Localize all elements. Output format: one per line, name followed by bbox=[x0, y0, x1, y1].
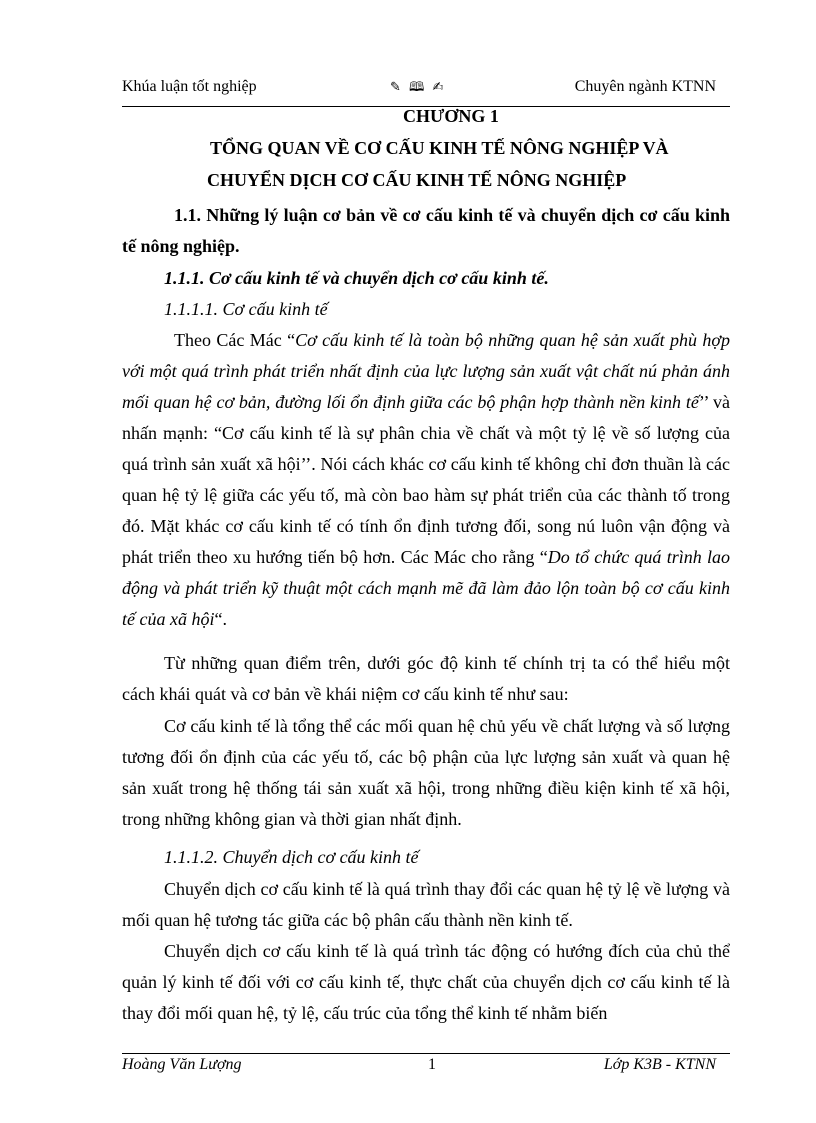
chapter-title-line1: TỔNG QUAN VỀ CƠ CẤU KINH TẾ NÔNG NGHIỆP VÀ bbox=[210, 138, 669, 158]
paragraph-2 bbox=[122, 648, 730, 710]
section-heading-1-1: 1.1. Những lý luận cơ bản về cơ cấu kinh tế và chuyển dịch cơ cấu kinh tế nông nghiệp. bbox=[122, 205, 730, 256]
paragraph-3-text: Cơ cấu kinh tế là tổng thể các mối quan hệ chủ yếu về chất lượng và số lượng tương đối ổn định của các yếu tố, các bộ phận của lực lượng sản xuất và quan hệ sản xuất trong hệ thống tái sản xuất xã hội, trong những điều kiện kinh tế xã hội, trong những không gian và thời gian nhất định. bbox=[122, 716, 730, 829]
paragraph-1-intro: Theo Các Mác “ bbox=[174, 330, 296, 350]
paragraph-1-quote-1: Cơ cấu kinh tế là toàn bộ những quan hệ sản xuất phù hợp với một quá trình phát triển nhất định của lực lượng sản xuất vật chất nú phản ánh mối quan hệ cơ bản, đường lối ổn định giữa các bộ phận hợp thành nền kinh tế bbox=[122, 330, 730, 412]
paragraph-1-quote-2: Do tổ chức quá trình lao động và phát triển kỹ thuật một cách mạnh mẽ đã làm đảo lộn toàn bộ cơ cấu kinh tế của xã hội bbox=[122, 547, 730, 629]
header-ornament bbox=[390, 78, 445, 100]
page-header bbox=[122, 76, 730, 100]
book-icon: 🕮 bbox=[409, 80, 427, 95]
paragraph-4 bbox=[122, 874, 730, 936]
chapter-title-line2: CHUYỂN DỊCH CƠ CẤU KINH TẾ NÔNG NGHIỆP bbox=[207, 170, 627, 190]
paragraph-5-text: Chuyển dịch cơ cấu kinh tế là quá trình tác động có hướng đích của chủ thể quản lý kinh tế đối với cơ cấu kinh tế, thực chất của chuyển dịch cơ cấu kinh tế là thay đổi mối quan hệ, tỷ lệ, cấu trúc của tổng thể kinh tế nhằm biến bbox=[122, 941, 730, 1023]
paragraph-3 bbox=[122, 711, 730, 835]
chapter-label: CHƯƠNG 1 bbox=[403, 106, 499, 126]
footer-class: Lớp K3B - KTNN bbox=[603, 1056, 716, 1073]
section-heading-1-1-1: 1.1.1. Cơ cấu kinh tế và chuyển dịch cơ cấu kinh tế. bbox=[164, 268, 549, 288]
header-left-text: Khúa luận tốt nghiệp bbox=[122, 78, 257, 95]
page-number: 1 bbox=[428, 1056, 436, 1073]
paragraph-4-text: Chuyển dịch cơ cấu kinh tế là quá trình thay đổi các quan hệ tỷ lệ về lượng và mối quan hệ tương tác giữa các bộ phân cấu thành nền kinh tế. bbox=[122, 879, 730, 930]
paragraph-1-middle: ’’ và nhấn mạnh: “Cơ cấu kinh tế là sự phân chia về chất và một tỷ lệ về số lượng của quá trình sản xuất xã hội’’. Nói cách khác cơ cấu kinh tế không chỉ đơn thuần là các quan hệ tỷ lệ giữa các yếu tố, mà còn bao hàm sự phát triển của các thành tố trong đó. Mặt khác cơ cấu kinh tế có tính ổn định tương đối, song nú luôn vận động và phát triển theo xu hướng tiến bộ hơn. Các Mác cho rằng “ bbox=[122, 392, 731, 567]
paragraph-5 bbox=[122, 936, 730, 1029]
paragraph-1 bbox=[122, 325, 730, 635]
pen-left-icon: ✎ bbox=[390, 80, 403, 95]
page-footer bbox=[122, 1056, 730, 1080]
paragraph-2-text: Từ những quan điểm trên, dưới góc độ kinh tế chính trị ta có thể hiểu một cách khái quát và cơ bản về khái niệm cơ cấu kinh tế như sau: bbox=[122, 653, 730, 704]
pen-right-icon: ✍ bbox=[432, 80, 446, 95]
section-heading-1-1-1-2: 1.1.1.2. Chuyển dịch cơ cấu kinh tế bbox=[164, 847, 419, 867]
footer-author: Hoàng Văn Lượng bbox=[122, 1056, 242, 1073]
paragraph-1-end: “. bbox=[214, 609, 227, 629]
footer-rule bbox=[122, 1053, 730, 1054]
header-right-text: Chuyên ngành KTNN bbox=[574, 78, 716, 95]
section-heading-1-1-1-1: 1.1.1.1. Cơ cấu kinh tế bbox=[164, 299, 328, 319]
